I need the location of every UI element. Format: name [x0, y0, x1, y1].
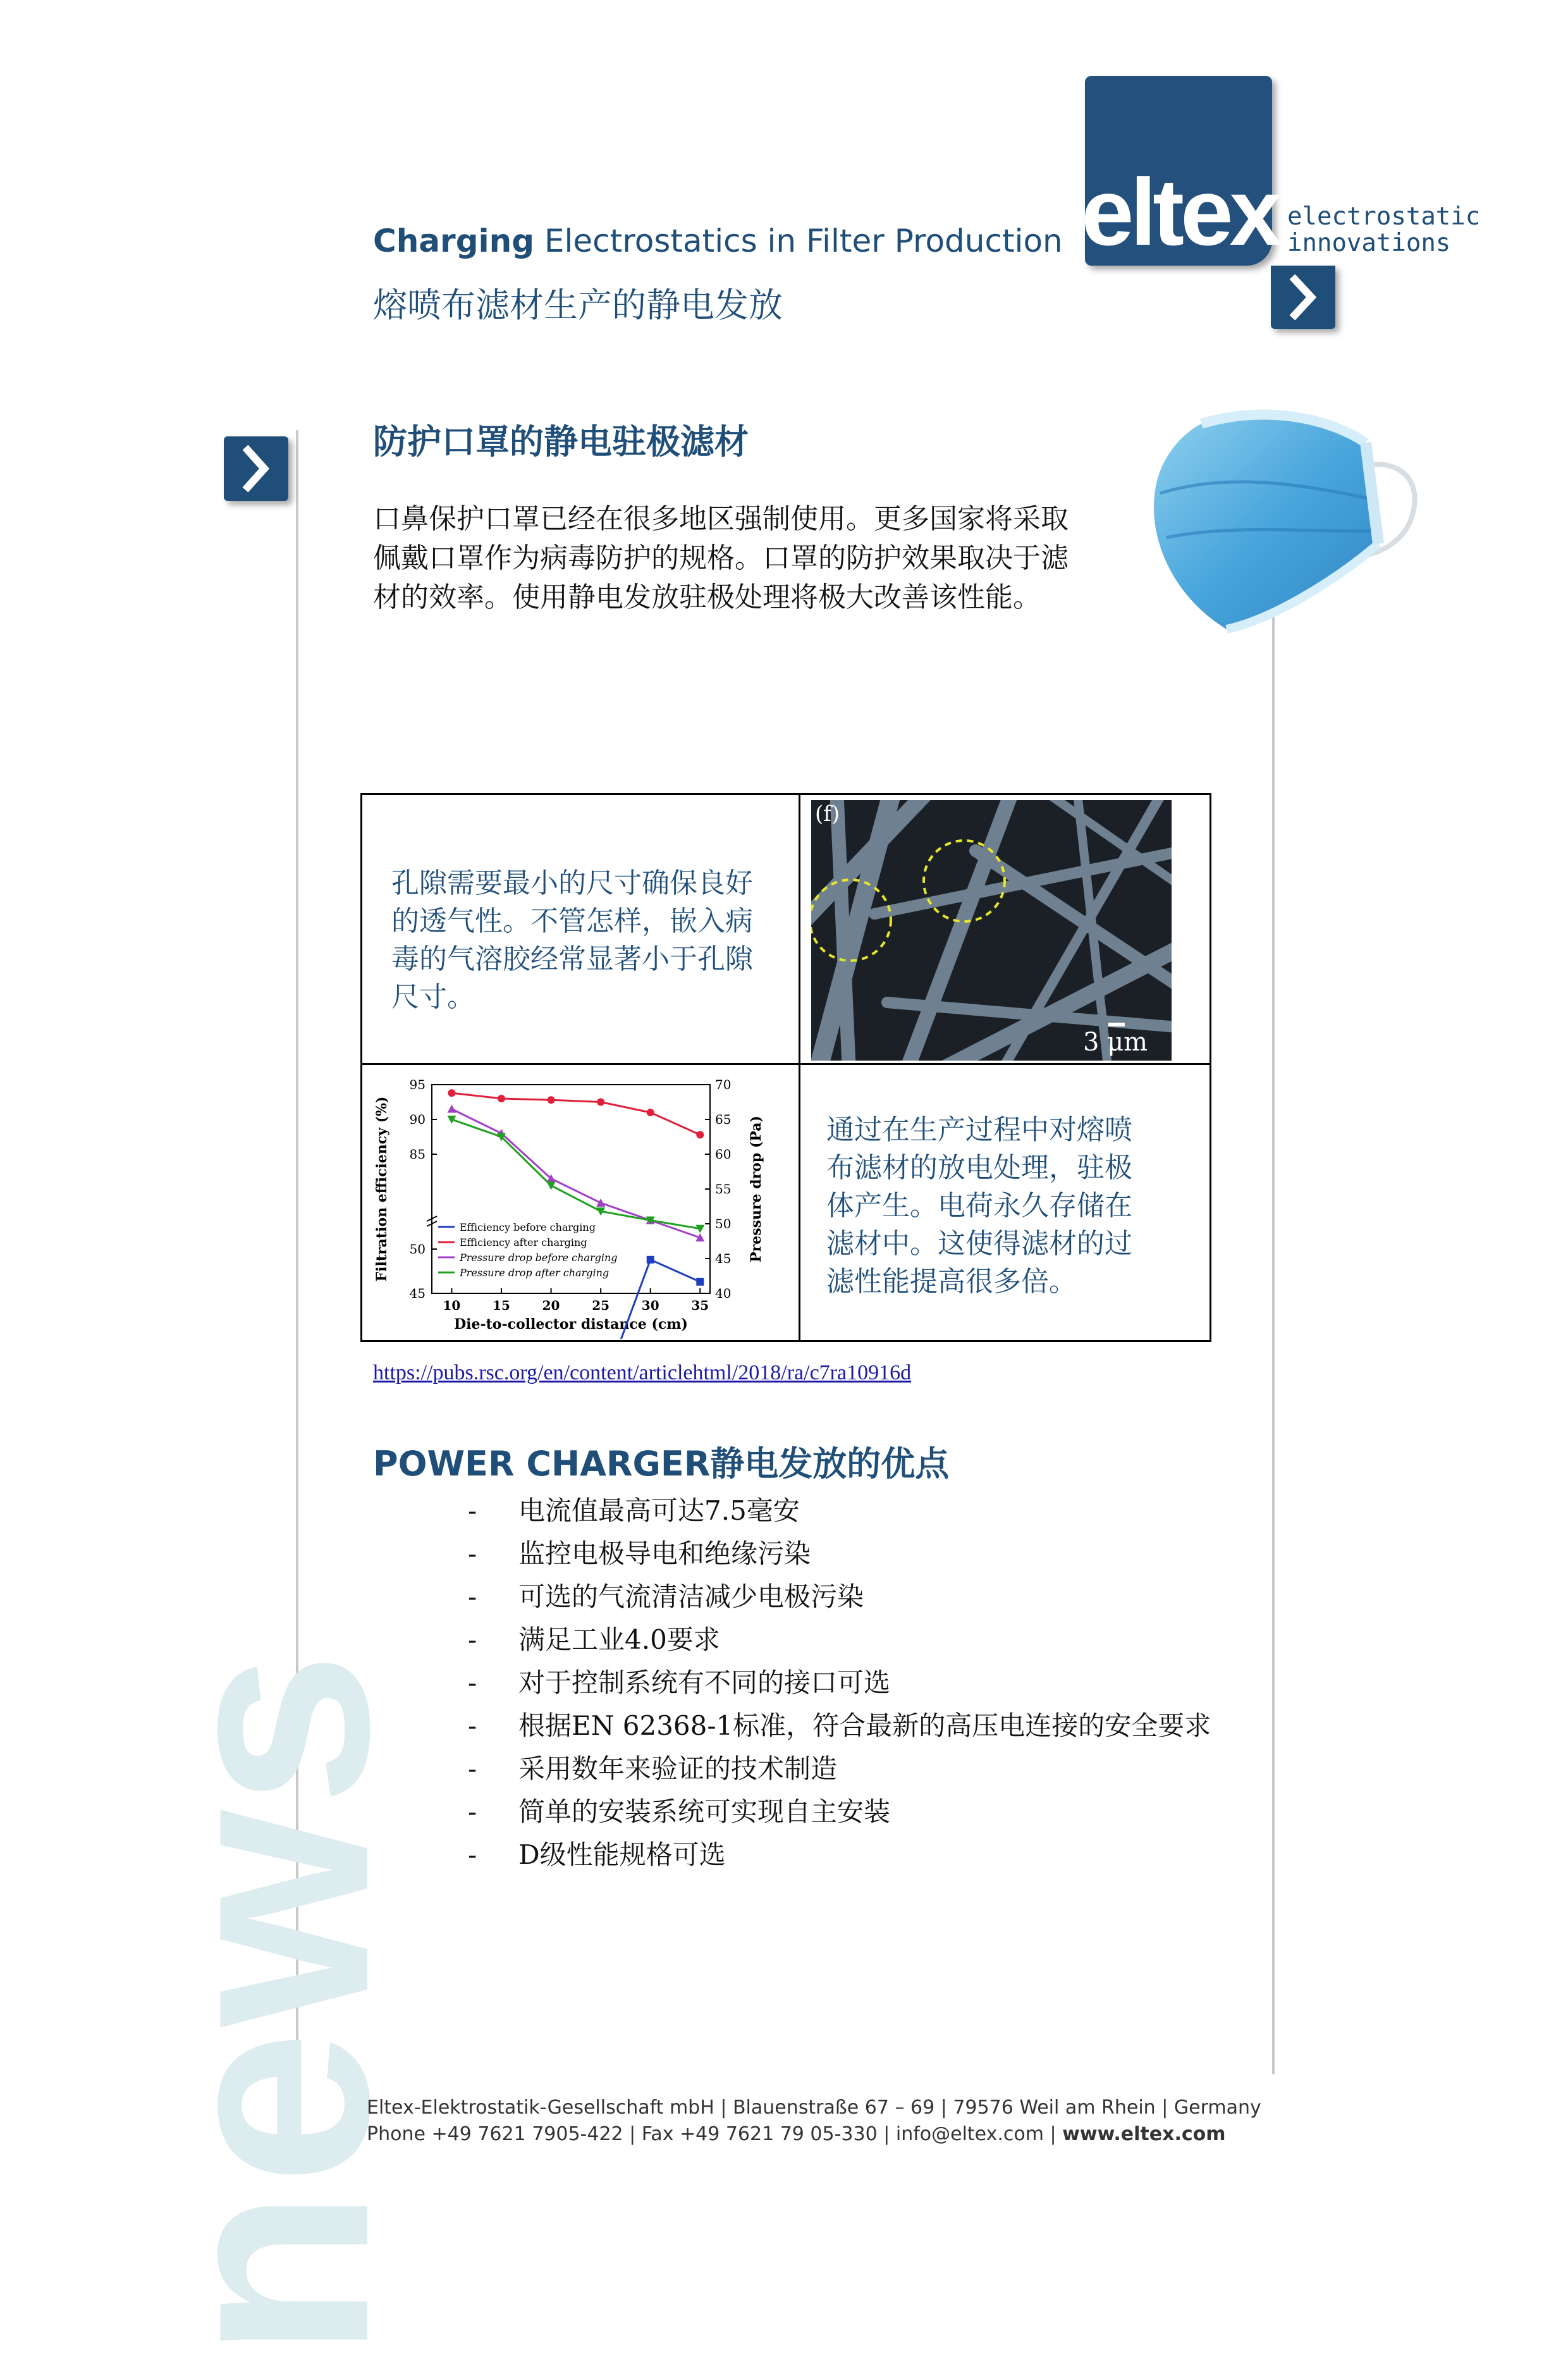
y-tick-label: 85 [409, 1147, 426, 1162]
intro-paragraph: 口鼻保护口罩已经在很多地区强制使用。更多国家将采取 佩戴口罩作为病毒防护的规格。口罩的防护效果取决于滤 材的效率。使用静电发放驻极处理将极大改善该性能。 [373, 503, 1069, 613]
y-axis-label: Filtration efficiency (%) [374, 1096, 390, 1282]
section-heading: 防护口罩的静电驻极滤材 [373, 422, 749, 462]
footer-contact: Phone +49 7621 7905-422 | Fax +49 7621 79 05-330 | info@eltex.com | www.eltex.com [367, 2123, 1226, 2145]
y-tick-label: 90 [409, 1112, 426, 1127]
x-tick-label: 15 [493, 1298, 510, 1313]
x-tick-label: 25 [592, 1298, 610, 1313]
x-axis-label: Die-to-collector distance (cm) [454, 1316, 688, 1333]
y-tick-label: 45 [409, 1286, 426, 1301]
y2-tick-label: 55 [715, 1181, 732, 1197]
footer-address: Eltex-Elektrostatik-Gesellschaft mbH | Blauenstraße 67 – 69 | 79576 Weil am Rhein | Germany [367, 2097, 1261, 2119]
series-line-2 [451, 1109, 700, 1238]
data-point [596, 1198, 605, 1207]
list-item: - 对于控制系统有不同的接口可选 [468, 1667, 891, 1698]
x-tick-label: 10 [443, 1298, 461, 1313]
face-mask-image [1125, 405, 1435, 645]
footer [367, 2095, 1261, 2148]
legend-label: Efficiency before charging [460, 1221, 596, 1233]
info-grid [360, 793, 1211, 1342]
data-point [696, 1131, 704, 1138]
legend-label: Pressure drop before charging [460, 1252, 618, 1264]
data-point [548, 1096, 555, 1104]
data-point [597, 1099, 604, 1106]
logo-tagline: electrostatic innovations [1287, 202, 1481, 257]
data-point [447, 1105, 456, 1113]
pore-size-text: 孔隙需要最小的尺寸确保良好 的透气性。不管怎样，嵌入病 毒的气溶胶经常显著小于孔隙 尺寸。 [391, 867, 753, 1013]
advantages-heading: POWER CHARGER静电发放的优点 [373, 1444, 950, 1484]
y2-tick-label: 60 [715, 1147, 732, 1162]
data-point [498, 1095, 505, 1102]
page-subtitle: 熔喷布滤材生产的静电发放 [373, 285, 783, 325]
electret-text: 通过在生产过程中对熔喷 布滤材的放电处理，驻极 体产生。电荷永久存储在 滤材中。这使得滤材的过 滤性能提高很多倍。 [826, 1114, 1132, 1298]
y2-tick-label: 40 [715, 1286, 732, 1301]
right-rule [1272, 411, 1275, 2074]
micrograph-label: (f) [815, 801, 840, 827]
grid-horizontal-divider [362, 1063, 1210, 1065]
micrograph-scale-label: 3 μm [1083, 1028, 1148, 1057]
series-line-1 [451, 1093, 700, 1135]
fiber-micrograph [811, 800, 1172, 1061]
filtration-chart [369, 1066, 796, 1339]
logo-arrow-icon [1271, 266, 1335, 329]
news-watermark: news [116, 1648, 427, 2359]
x-tick-label: 20 [542, 1298, 560, 1313]
legend-label: Efficiency after charging [460, 1236, 587, 1248]
y2-axis-label: Pressure drop (Pa) [748, 1116, 764, 1262]
list-item: - 可选的气流清洁减少电极污染 [468, 1581, 864, 1612]
logo-wordmark: eltex [1081, 159, 1278, 265]
data-point [448, 1089, 455, 1097]
series-line-3 [451, 1119, 700, 1229]
y-tick-label: 95 [409, 1077, 426, 1092]
y2-tick-label: 50 [715, 1216, 732, 1231]
data-point [647, 1256, 654, 1264]
list-item: - 根据EN 62368-1标准，符合最新的高压电连接的安全要求 [468, 1710, 1211, 1741]
data-point [647, 1109, 654, 1116]
list-item: - 采用数年来验证的技术制造 [468, 1753, 838, 1784]
data-point [696, 1278, 704, 1286]
x-tick-label: 35 [691, 1298, 709, 1313]
list-item: - D级性能规格可选 [468, 1839, 726, 1870]
y2-tick-label: 65 [715, 1112, 732, 1127]
section-arrow-icon [224, 436, 288, 501]
grid-vertical-divider [799, 795, 800, 1340]
y-tick-label: 50 [409, 1241, 426, 1257]
list-item: - 监控电极导电和绝缘污染 [468, 1538, 811, 1569]
source-link[interactable]: https://pubs.rsc.org/en/content/articlehtml/2018/ra/c7ra10916d [373, 1361, 912, 1384]
list-item: - 满足工业4.0要求 [468, 1624, 720, 1655]
y2-tick-label: 70 [715, 1077, 732, 1092]
legend-label: Pressure drop after charging [460, 1267, 609, 1279]
x-tick-label: 30 [641, 1298, 659, 1313]
y2-tick-label: 45 [715, 1251, 732, 1266]
list-item: - 简单的安装系统可实现自主安装 [468, 1796, 891, 1827]
page-title: Charging Electrostatics in Filter Production [373, 223, 1063, 259]
list-item: - 电流值最高可达7.5毫安 [468, 1495, 800, 1526]
advantages-list [468, 1489, 1211, 1876]
website-link[interactable]: www.eltex.com [1062, 2123, 1226, 2145]
data-point [547, 1182, 556, 1190]
